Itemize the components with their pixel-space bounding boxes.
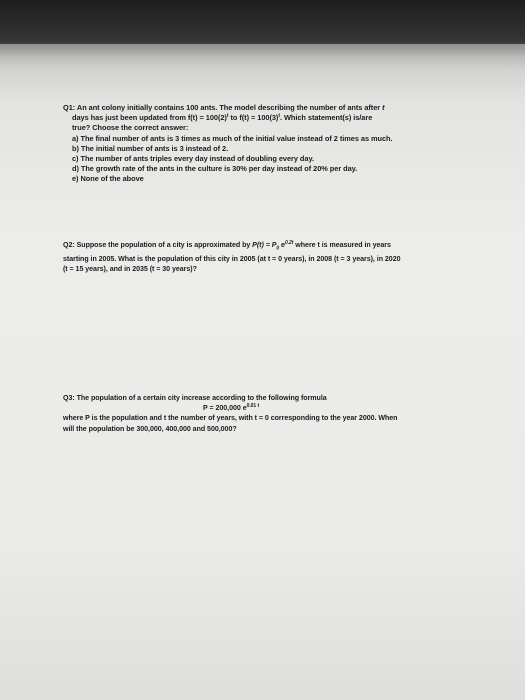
q3-formula-sup: 0.01 t bbox=[246, 403, 260, 410]
q2-formula-sup: 0.2t bbox=[284, 240, 294, 246]
q3-label: Q3: bbox=[63, 394, 75, 402]
q1-option-e: e) None of the above bbox=[72, 174, 144, 184]
q1-text-2a: days has just been updated from f(t) = 100(2) bbox=[72, 113, 227, 123]
question-1 bbox=[63, 103, 483, 185]
q3-text-1: The population of a certain city increase according to the following formula bbox=[76, 394, 327, 402]
q1-option-a: a) The final number of ants is 3 times as much of the initial value instead of 2 times as much. bbox=[72, 133, 393, 143]
q2-text-1a: Suppose the population of a city is approximated by bbox=[76, 241, 253, 249]
question-2 bbox=[63, 240, 483, 274]
q1-text-2b: to f(t) = 100(3) bbox=[228, 113, 279, 123]
q2-line-3: (t = 15 years), and in 2035 (t = 30 years)? bbox=[63, 264, 197, 273]
q1-option-d: d) The growth rate of the ants in the culture is 30% per day instead of 20% per day. bbox=[72, 164, 358, 174]
q2-line-2: starting in 2005. What is the population of this city in 2005 (at t = 0 years), in 2008 (t = 3 years), in 2020 bbox=[63, 254, 401, 263]
q2-line-1 bbox=[63, 240, 483, 254]
q1-line-1 bbox=[63, 103, 483, 113]
q1-line-3: true? Choose the correct answer: bbox=[72, 123, 189, 133]
q1-var-t: t bbox=[382, 103, 385, 112]
question-3 bbox=[63, 393, 483, 434]
q3-line-3: where P is the population and t the number of years, with t = 0 corresponding to the year 2000. When bbox=[63, 414, 398, 423]
q3-line-1 bbox=[63, 393, 483, 403]
q2-text-1b: where t is measured in years bbox=[293, 241, 391, 249]
q3-line-4: will the population be 300,000, 400,000 and 500,000? bbox=[63, 424, 237, 433]
q1-sup-1: t bbox=[226, 113, 229, 120]
q1-line-2 bbox=[63, 113, 483, 123]
q1-sup-2: t bbox=[278, 113, 280, 120]
q1-text-2c: . Which statement(s) is/are bbox=[279, 113, 373, 123]
q1-option-b: b) The initial number of ants is 3 instead of 2. bbox=[72, 143, 229, 153]
q2-formula-sub: 0 bbox=[276, 245, 280, 252]
q1-text-1: An ant colony initially contains 100 ants. The model describing the number of ants after bbox=[76, 103, 381, 112]
q1-option-c: c) The number of ants triples every day instead of doubling every day. bbox=[72, 154, 314, 164]
q2-label: Q2: bbox=[63, 241, 75, 249]
q1-label: Q1: bbox=[63, 103, 76, 112]
q2-formula: $P(t) = P_0$ $e^{0.2t}$ bbox=[252, 240, 294, 252]
q3-formula: P = 200,000 $e^{0.01 t}$ bbox=[203, 403, 260, 413]
